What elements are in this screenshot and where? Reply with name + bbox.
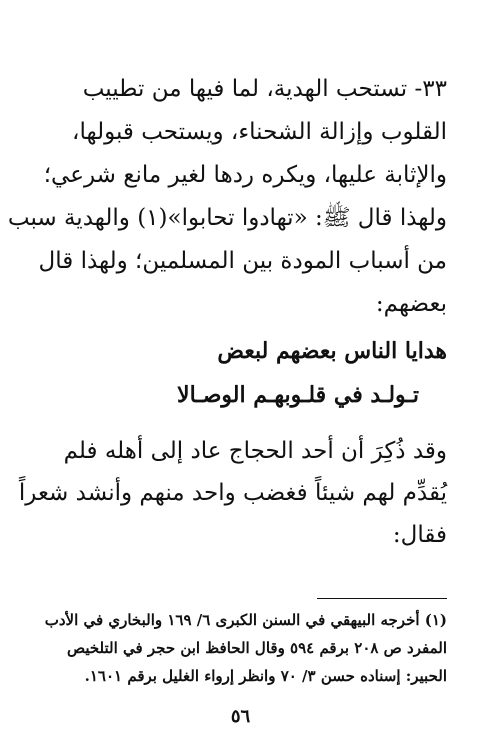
paragraph-line: من أسباب المودة بين المسلمين؛ ولهذا قال xyxy=(38,248,447,274)
paragraph-line: القلوب وإزالة الشحناء، ويستحب قبولها، xyxy=(72,119,447,145)
paragraph-line: فقال: xyxy=(392,522,447,548)
paragraph-line: ولهذا قال ﷺ: «تهادوا تحابوا»(١) والهدية سبب xyxy=(7,205,447,231)
footnote-line: (١) أخرجه البيهقي في السنن الكبرى ٦/ ١٦٩ والبخاري في الأدب xyxy=(44,611,447,629)
paragraph-line: يُقدِّم لهم شيئاً فغضب واحد منهم وأنشد شعراً xyxy=(18,480,447,506)
footnote-divider xyxy=(317,598,447,599)
paragraph-line: ٣٣- تستحب الهدية، لما فيها من تطييب xyxy=(82,76,447,102)
paragraph-line: وقد ذُكِرَ أن أحد الحجاج عاد إلى أهله فلم xyxy=(63,438,447,464)
paragraph-line: بعضهم: xyxy=(375,291,447,317)
footnote xyxy=(30,606,447,690)
main-paragraph xyxy=(7,68,447,326)
footnote-line: الحبير: إسناده حسن ٣/ ٧٠ وانظر إرواء الغليل برقم ١٦٠١. xyxy=(84,667,447,685)
footnote-line: المفرد ص ٢٠٨ برقم ٥٩٤ وقال الحافظ ابن حجر في التلخيص xyxy=(66,639,447,657)
poem-verse-second: تـولـد في قلـوبهـم الوصـالا xyxy=(177,382,419,408)
poem-verse-first: هدايا الناس بعضهم لبعض xyxy=(217,338,447,364)
paragraph-line: والإثابة عليها، ويكره ردها لغير مانع شرعي؛ xyxy=(43,162,447,188)
page-number: ٥٦ xyxy=(230,706,251,727)
second-paragraph xyxy=(18,430,447,556)
